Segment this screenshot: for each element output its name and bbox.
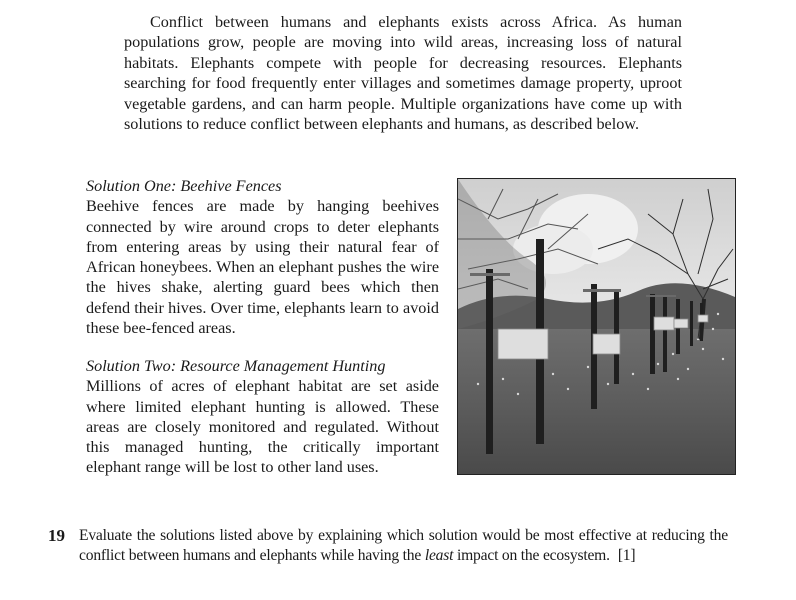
beehive-fence-photo — [457, 178, 736, 475]
solution-one-body: Beehive fences are made by hanging beehives connected by wire around crops to deter elephants from entering areas by using their natural fear of African honeybees. When an elephant pushes the wire the hives shake, alerting guard bees which then defend their hives. Over time, elephants learn to avoid these bee-fenced areas. — [86, 197, 439, 338]
beehive-fence-illustration — [458, 179, 735, 474]
question-points: [1] — [617, 547, 636, 565]
solution-one — [86, 176, 439, 338]
question-text-after: impact on the ecosystem. — [453, 547, 610, 565]
solution-one-title: Solution One: Beehive Fences — [86, 177, 282, 195]
question-text — [79, 526, 728, 567]
solution-two-title: Solution Two: Resource Management Hunting — [86, 357, 386, 375]
solution-two-body: Millions of acres of elephant habitat are set aside where limited elephant hunting is allowed. These areas are closely monitored and regulated. Without this managed hunting, the critically important elephant range will be lost to other land uses. — [86, 377, 439, 477]
question-emphasis: least — [424, 547, 454, 565]
question-19 — [48, 526, 728, 567]
question-text-before: Evaluate the solutions listed above by explaining which solution would be most effective at reducing the conflict between humans and elephants while having the — [79, 527, 728, 565]
solution-two — [86, 356, 439, 478]
question-number: 19 — [48, 526, 65, 545]
intro-paragraph: Conflict between humans and elephants exists across Africa. As human populations grow, people are moving into wild areas, increasing loss of natural habitats. Elephants compete with people for decreasing resources. Elephants searching for food frequently enter villages and sometimes damage property, uproot vegetable gardens, and can harm people. Multiple organizations have come up with solutions to reduce conflict between elephants and humans, as described below. — [124, 13, 682, 134]
